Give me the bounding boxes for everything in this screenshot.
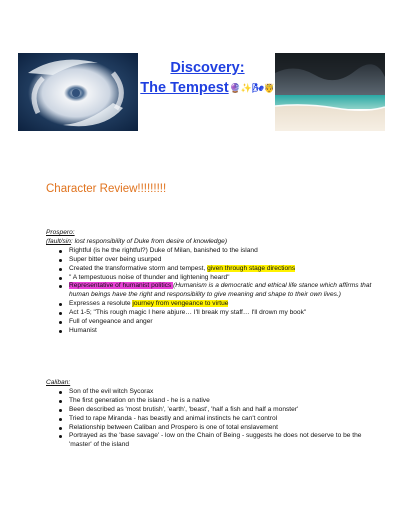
- list-item: Expresses a resolute journey from vengeance to virtue: [46, 300, 376, 309]
- title-line-1: Discovery:: [170, 60, 245, 76]
- list-item: Representative of humanist politics (Humanism is a democratic and ethical life stance which affirms that human beings have the right and responsibility to give meaning and shape to their own lives.): [46, 282, 376, 300]
- list-item: Rightful (is he the rightful?) Duke of Milan, banished to the island: [46, 247, 376, 256]
- list-item: Been described as 'most brutish', 'earth', 'beast', 'half a fish and half a monster': [46, 406, 376, 415]
- caliban-section: [46, 379, 376, 450]
- caliban-list: [46, 388, 376, 450]
- prospero-list: [46, 247, 376, 336]
- highlighted-text: given through stage directions: [207, 264, 296, 272]
- list-item: Tried to rape Miranda - has beastly and animal instincts he can't control: [46, 415, 376, 424]
- section-heading: Character Review!!!!!!!!!: [46, 183, 167, 195]
- prospero-section: [46, 229, 376, 336]
- list-item: Act 1-5; "This rough magic I here abjure… I'll break my staff… I'll drown my book": [46, 309, 376, 318]
- prospero-intro: (fault/sin: lost responsibility of Duke from desire of knowledge): [46, 237, 228, 245]
- list-item: Super bitter over being usurped: [46, 256, 376, 265]
- caliban-title: Caliban:: [46, 379, 71, 386]
- list-item: Portrayed as the 'base savage' - low on the Chain of Being - suggests he does not deserve to be the 'master' of the island: [46, 432, 376, 450]
- list-item: Relationship between Caliban and Prospero is one of total enslavement: [46, 424, 376, 433]
- list-item: Son of the evil witch Sycorax: [46, 388, 376, 397]
- list-item: Humanist: [46, 327, 376, 336]
- list-item: Created the transformative storm and tempest, given through stage directions: [46, 265, 376, 274]
- title-text: The Tempest: [140, 80, 229, 96]
- title-line-2: [140, 78, 274, 98]
- hurricane-satellite-image: [18, 53, 138, 131]
- list-item: " A tempestuous noise of thunder and lightening heard": [46, 274, 376, 283]
- stormy-beach-image: [275, 53, 385, 131]
- list-item: Full of vengeance and anger: [46, 318, 376, 327]
- highlighted-text: Representative of humanist politics: [69, 282, 174, 290]
- prospero-title: Prospero:: [46, 229, 75, 236]
- highlighted-text: journey from vengeance to virtue: [132, 300, 229, 308]
- document-title: [140, 58, 275, 98]
- list-item: The first generation on the island - he is a native: [46, 397, 376, 406]
- title-emoji-icons: 🔮✨🌬🤴: [229, 83, 275, 94]
